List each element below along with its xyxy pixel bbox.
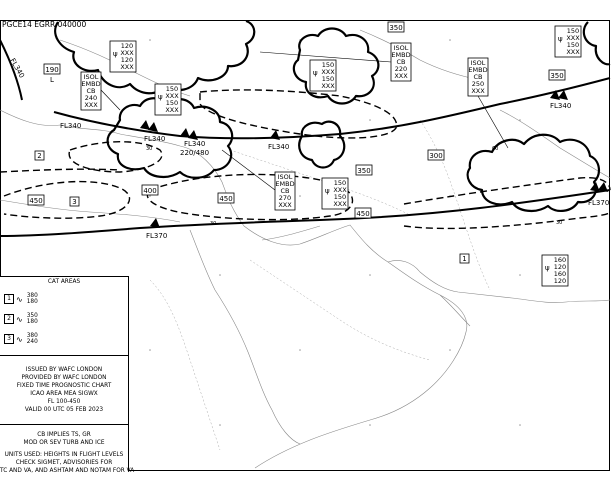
cat-legend-row (0, 329, 128, 349)
issued-line: ISSUED BY WAFC LONDON (25, 367, 103, 373)
issued-line: FIXED TIME PROGNOSTIC CHART (16, 383, 112, 389)
turb-icon: ψ (313, 69, 318, 77)
jet-label: FL340 (268, 143, 290, 151)
turb-line: 150 (333, 193, 347, 201)
turb-line: XXX (321, 82, 335, 90)
issued-block (0, 355, 128, 414)
isotach-label: 30 (556, 220, 563, 226)
cat-base: 180 (26, 319, 38, 325)
turb-box (155, 84, 181, 115)
issued-line: ICAO AREA MEA SIGWX (30, 391, 98, 397)
cat-legend-id: 3 (4, 334, 14, 344)
cb-line: ISOL (277, 173, 293, 181)
tropopause-box (549, 70, 565, 80)
tropopause-box (28, 195, 44, 205)
turb-icon: ψ (158, 93, 163, 101)
legend-panel (0, 276, 135, 474)
cat-base: 180 (26, 299, 38, 305)
tropopause-value: 350 (550, 72, 564, 80)
jet-label: FL370 (146, 232, 168, 240)
turb-line: XXX (566, 34, 580, 42)
legend-title: CAT AREAS (47, 279, 81, 285)
cat-legend-id: 2 (4, 314, 14, 324)
note-line: TC AND VA, AND ASHTAM AND NOTAM FOR VA (0, 468, 135, 474)
turb-box (555, 26, 581, 57)
notes-block (0, 424, 135, 475)
cb-area-east-small (299, 122, 344, 168)
tropopause-value: 450 (219, 195, 233, 203)
turb-icon: ψ (545, 264, 550, 272)
cat-top: 380 (26, 293, 38, 299)
jet-streams (0, 40, 610, 236)
cb-line: CB (280, 187, 290, 195)
turb-icon: ψ (558, 35, 563, 43)
cat-marker-id: 3 (72, 198, 77, 206)
tropopause-box (388, 22, 404, 32)
turb-line: XXX (120, 49, 134, 57)
turb-line: 120 (120, 42, 134, 50)
turb-wave-icon: ∿ (16, 314, 23, 324)
cb-line: EMBD (468, 66, 488, 74)
turb-box (322, 178, 348, 209)
tropopause-value: 450 (29, 197, 43, 205)
cb-line: ISOL (83, 73, 99, 81)
turb-icon: ψ (113, 50, 118, 58)
turb-line: 150 (165, 99, 179, 107)
isotach-label: 30 (210, 221, 217, 227)
leader-lines (101, 52, 508, 190)
cat-markers (35, 151, 469, 263)
tropopause-low-box (44, 64, 60, 84)
cat-top: 350 (26, 313, 38, 319)
turb-line: XXX (333, 200, 347, 208)
cb-box (391, 43, 411, 81)
cb-line: XXX (471, 87, 485, 95)
tropopause-value: 350 (357, 167, 371, 175)
wind-barbs (140, 90, 608, 228)
cb-line: 240 (84, 94, 98, 102)
cat-top: 380 (26, 333, 38, 339)
turb-line: XXX (566, 48, 580, 56)
tropopause-boxes (28, 22, 565, 218)
cat-base: 240 (26, 339, 38, 345)
cat-marker (460, 254, 469, 263)
cb-box (275, 172, 295, 210)
cat-legend-levels (27, 313, 38, 325)
tropopause-value: 350 (389, 24, 403, 32)
turb-line: 160 (553, 256, 567, 264)
tropopause-value: 190 (45, 66, 59, 74)
jet-label: FL340 (60, 122, 82, 130)
jet-label: FL340 (8, 57, 26, 80)
tropopause-value: 300 (429, 152, 443, 160)
turb-line: 150 (165, 85, 179, 93)
isotach-label: 60 (492, 146, 499, 152)
turb-line: XXX (120, 63, 134, 71)
jet-label: FL370 (588, 199, 610, 207)
cat-marker (70, 197, 79, 206)
turb-box (110, 41, 136, 72)
cb-area-northeast (584, 22, 610, 64)
isotach-label: 30 (146, 146, 153, 152)
turb-area-6 (404, 212, 610, 228)
cb-line: 220 (394, 65, 408, 73)
turb-line: XXX (333, 186, 347, 194)
turb-line: 120 (553, 277, 567, 285)
turb-box (542, 255, 568, 286)
jet-stream-south (0, 190, 610, 236)
turb-line: 150 (321, 61, 335, 69)
cb-line: XXX (84, 101, 98, 109)
cat-legend-id: 1 (4, 294, 14, 304)
turb-line: XXX (165, 92, 179, 100)
tropopause-low-label: L (50, 76, 54, 84)
lat-lon-grid (149, 39, 521, 426)
turb-area-7 (0, 169, 120, 172)
jet-depth-label: 220/480 (180, 149, 210, 157)
tropopause-box (142, 185, 158, 195)
cat-legend-levels (27, 333, 38, 345)
turb-line: XXX (321, 68, 335, 76)
issued-line: FL 100-450 (47, 399, 81, 405)
turb-icon: ψ (325, 187, 330, 195)
cb-line: CB (396, 58, 406, 66)
turb-line: 150 (566, 27, 580, 35)
turb-line: 150 (333, 179, 347, 187)
note-line: MOD OR SEV TURB AND ICE (23, 440, 105, 446)
cat-marker-id: 2 (37, 152, 42, 160)
issued-line: PROVIDED BY WAFC LONDON (21, 375, 107, 381)
cat-marker-id: 1 (462, 255, 467, 263)
cb-line: 250 (471, 80, 485, 88)
tropopause-box (356, 165, 372, 175)
turb-line: XXX (165, 106, 179, 114)
turb-line: 160 (553, 270, 567, 278)
cat-legend-row (0, 289, 128, 309)
turb-area-5 (404, 178, 610, 204)
tropopause-box (355, 208, 371, 218)
cb-line: XXX (394, 72, 408, 80)
note-line: CB IMPLIES TS, GR (37, 432, 91, 438)
note-line: CHECK SIGMET, ADVISORIES FOR (15, 460, 113, 466)
jet-label: FL340 (144, 135, 166, 143)
tropopause-value: 450 (356, 210, 370, 218)
cat-legend-rows (0, 289, 128, 349)
turb-line: 120 (120, 56, 134, 64)
turb-box (310, 60, 336, 91)
jet-label: FL340 (184, 140, 206, 148)
cat-legend-row (0, 309, 128, 329)
cat-marker (35, 151, 44, 160)
chart-header-title: PGCE14 EGRR 040000 (2, 20, 87, 29)
turb-line: 150 (321, 75, 335, 83)
cb-area-southeast (468, 135, 599, 211)
issued-line: VALID 00 UTC 05 FEB 2023 (24, 407, 104, 413)
cat-legend-levels (27, 293, 38, 305)
tropopause-value: 400 (143, 187, 157, 195)
turb-area-1 (4, 182, 130, 219)
turb-line: 150 (566, 41, 580, 49)
jet-label: FL340 (550, 102, 572, 110)
cb-line: EMBD (275, 180, 295, 188)
cb-box (81, 72, 101, 110)
cb-line: CB (86, 87, 96, 95)
cb-line: CB (473, 73, 483, 81)
cb-line: ISOL (470, 59, 486, 67)
tropopause-box (428, 150, 444, 160)
turb-line: 120 (553, 263, 567, 271)
turb-wave-icon: ∿ (16, 294, 23, 304)
cb-line: 270 (278, 194, 292, 202)
tropopause-box (218, 193, 234, 203)
cb-box (468, 58, 488, 96)
isotach-labels (146, 146, 562, 227)
cb-line: EMBD (391, 51, 411, 59)
cb-line: ISOL (393, 44, 409, 52)
note-line: UNITS USED: HEIGHTS IN FLIGHT LEVELS (4, 452, 124, 458)
cb-line: EMBD (81, 80, 101, 88)
cb-line: XXX (278, 201, 292, 209)
turb-wave-icon: ∿ (16, 334, 23, 344)
